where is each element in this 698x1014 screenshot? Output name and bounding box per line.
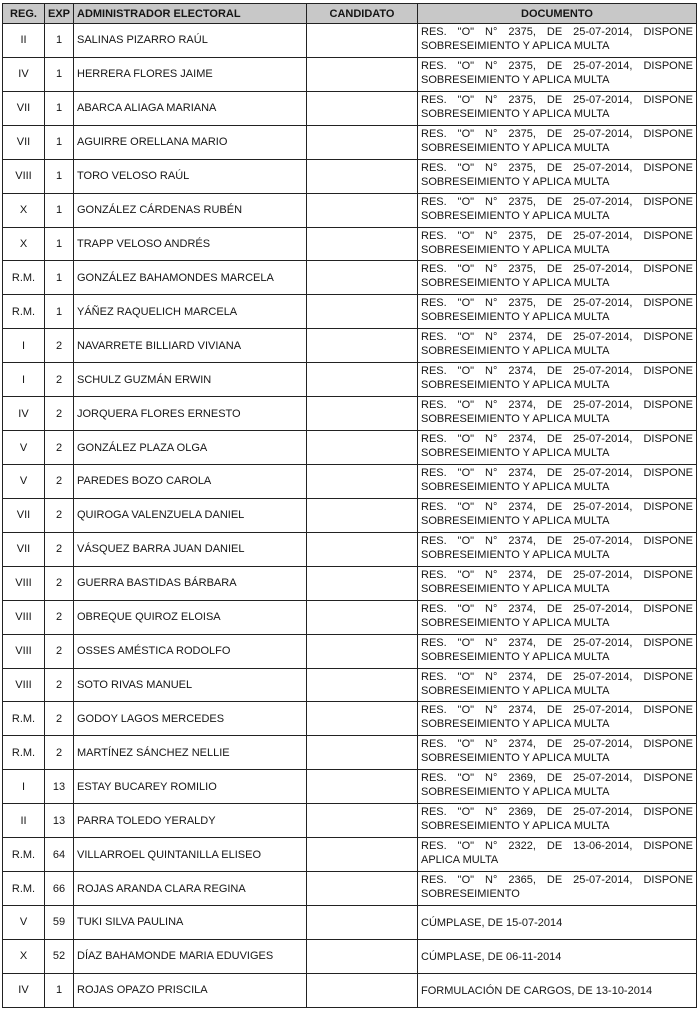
- cell-exp: 1: [45, 57, 74, 91]
- cell-candidato: [307, 532, 418, 566]
- sanctions-table: [2, 3, 697, 1008]
- documento-line-2: SOBRESEIMIENTO Y APLICA MULTA: [421, 277, 610, 290]
- cell-administrador: VILLARROEL QUINTANILLA ELISEO: [74, 838, 307, 872]
- cell-exp: 1: [45, 91, 74, 125]
- cell-exp: 2: [45, 600, 74, 634]
- documento-line-1: RES. "O" N° 2369, DE 25-07-2014, DISPONE: [421, 806, 693, 819]
- cell-candidato: [307, 431, 418, 465]
- documento-line-2: SOBRESEIMIENTO Y APLICA MULTA: [421, 175, 610, 188]
- cell-documento: [418, 227, 697, 261]
- cell-documento: [418, 57, 697, 91]
- cell-exp: 2: [45, 363, 74, 397]
- documento-line-2: SOBRESEIMIENTO Y APLICA MULTA: [421, 582, 610, 595]
- documento-line-1: RES. "O" N° 2374, DE 25-07-2014, DISPONE: [421, 433, 693, 446]
- table-row: [3, 600, 697, 634]
- cell-reg: IV: [3, 57, 45, 91]
- table-row: [3, 24, 697, 58]
- cell-documento: [418, 91, 697, 125]
- cell-documento: [418, 872, 697, 906]
- cell-administrador: TUKI SILVA PAULINA: [74, 905, 307, 939]
- cell-reg: VIII: [3, 159, 45, 193]
- cell-reg: II: [3, 24, 45, 58]
- cell-documento: [418, 668, 697, 702]
- table-row: [3, 227, 697, 261]
- table-body: [3, 24, 697, 1008]
- cell-reg: R.M.: [3, 702, 45, 736]
- cell-exp: 1: [45, 159, 74, 193]
- documento-line-2: SOBRESEIMIENTO Y APLICA MULTA: [421, 73, 610, 86]
- cell-exp: 59: [45, 905, 74, 939]
- documento-text: CÚMPLASE, DE 15-07-2014: [421, 916, 563, 929]
- cell-documento: [418, 329, 697, 363]
- documento-line-2: SOBRESEIMIENTO Y APLICA MULTA: [421, 141, 610, 154]
- documento-line-1: RES. "O" N° 2375, DE 25-07-2014, DISPONE: [421, 26, 693, 38]
- header-row: [3, 4, 697, 24]
- cell-candidato: [307, 736, 418, 770]
- table-row: [3, 125, 697, 159]
- table-row: [3, 566, 697, 600]
- cell-documento: [418, 532, 697, 566]
- documento-line-1: RES. "O" N° 2375, DE 25-07-2014, DISPONE: [421, 93, 693, 106]
- cell-reg: VIII: [3, 566, 45, 600]
- cell-candidato: [307, 295, 418, 329]
- cell-candidato: [307, 872, 418, 906]
- cell-reg: VII: [3, 498, 45, 532]
- cell-candidato: [307, 668, 418, 702]
- table-row: [3, 770, 697, 804]
- cell-candidato: [307, 702, 418, 736]
- cell-exp: 2: [45, 498, 74, 532]
- documento-line-1: RES. "O" N° 2374, DE 25-07-2014, DISPONE: [421, 568, 693, 581]
- table-row: [3, 905, 697, 939]
- cell-exp: 2: [45, 431, 74, 465]
- cell-administrador: SCHULZ GUZMÁN ERWIN: [74, 363, 307, 397]
- documento-line-1: RES. "O" N° 2375, DE 25-07-2014, DISPONE: [421, 297, 693, 310]
- cell-reg: R.M.: [3, 736, 45, 770]
- table-row: [3, 91, 697, 125]
- cell-candidato: [307, 634, 418, 668]
- cell-administrador: GONZÁLEZ BAHAMONDES MARCELA: [74, 261, 307, 295]
- documento-line-1: RES. "O" N° 2375, DE 25-07-2014, DISPONE: [421, 195, 693, 208]
- table-row: [3, 736, 697, 770]
- cell-administrador: YÁÑEZ RAQUELICH MARCELA: [74, 295, 307, 329]
- cell-reg: VII: [3, 91, 45, 125]
- documento-line-1: RES. "O" N° 2369, DE 25-07-2014, DISPONE: [421, 772, 693, 785]
- cell-candidato: [307, 498, 418, 532]
- table-row: [3, 261, 697, 295]
- documento-line-2: SOBRESEIMIENTO Y APLICA MULTA: [421, 447, 610, 460]
- cell-documento: [418, 464, 697, 498]
- documento-line-2: SOBRESEIMIENTO Y APLICA MULTA: [421, 209, 610, 222]
- cell-exp: 2: [45, 702, 74, 736]
- table-row: [3, 498, 697, 532]
- cell-documento: [418, 804, 697, 838]
- table-row: [3, 668, 697, 702]
- cell-reg: R.M.: [3, 838, 45, 872]
- documento-line-2: SOBRESEIMIENTO Y APLICA MULTA: [421, 311, 610, 324]
- documento-text: CÚMPLASE, DE 06-11-2014: [421, 950, 562, 963]
- cell-documento: [418, 566, 697, 600]
- cell-reg: I: [3, 329, 45, 363]
- documento-line-1: RES. "O" N° 2374, DE 25-07-2014, DISPONE: [421, 738, 693, 751]
- table-row: [3, 702, 697, 736]
- cell-candidato: [307, 838, 418, 872]
- cell-reg: R.M.: [3, 261, 45, 295]
- documento-line-2: SOBRESEIMIENTO Y APLICA MULTA: [421, 413, 610, 426]
- cell-administrador: NAVARRETE BILLIARD VIVIANA: [74, 329, 307, 363]
- header-administrador: ADMINISTRADOR ELECTORAL: [74, 4, 307, 24]
- table-row: [3, 532, 697, 566]
- cell-exp: 2: [45, 397, 74, 431]
- header-exp: EXP: [45, 4, 74, 24]
- table-row: [3, 397, 697, 431]
- cell-candidato: [307, 125, 418, 159]
- documento-line-1: RES. "O" N° 2375, DE 25-07-2014, DISPONE: [421, 161, 693, 174]
- cell-reg: VIII: [3, 668, 45, 702]
- cell-reg: VIII: [3, 600, 45, 634]
- cell-candidato: [307, 159, 418, 193]
- documento-line-1: RES. "O" N° 2374, DE 25-07-2014, DISPONE: [421, 704, 693, 717]
- cell-exp: 2: [45, 634, 74, 668]
- documento-line-2: SOBRESEIMIENTO Y APLICA MULTA: [421, 514, 610, 527]
- cell-administrador: DÍAZ BAHAMONDE MARIA EDUVIGES: [74, 939, 307, 973]
- cell-documento: [418, 397, 697, 431]
- cell-administrador: GONZÁLEZ PLAZA OLGA: [74, 431, 307, 465]
- cell-documento: [418, 431, 697, 465]
- cell-exp: 1: [45, 973, 74, 1007]
- table-row: [3, 295, 697, 329]
- documento-line-2: SOBRESEIMIENTO Y APLICA MULTA: [421, 40, 610, 52]
- cell-reg: V: [3, 431, 45, 465]
- documento-text: FORMULACIÓN DE CARGOS, DE 13-10-2014: [421, 984, 653, 997]
- cell-candidato: [307, 227, 418, 261]
- table-row: [3, 464, 697, 498]
- cell-reg: R.M.: [3, 872, 45, 906]
- header-documento: DOCUMENTO: [418, 4, 697, 24]
- documento-line-2: SOBRESEIMIENTO Y APLICA MULTA: [421, 616, 610, 629]
- table-row: [3, 872, 697, 906]
- cell-candidato: [307, 973, 418, 1007]
- cell-administrador: ROJAS ARANDA CLARA REGINA: [74, 872, 307, 906]
- cell-exp: 2: [45, 736, 74, 770]
- cell-administrador: HERRERA FLORES JAIME: [74, 57, 307, 91]
- cell-candidato: [307, 57, 418, 91]
- cell-candidato: [307, 193, 418, 227]
- table-row: [3, 159, 697, 193]
- cell-documento: [418, 193, 697, 227]
- cell-administrador: ESTAY BUCAREY ROMILIO: [74, 770, 307, 804]
- cell-documento: [418, 939, 697, 973]
- cell-candidato: [307, 566, 418, 600]
- table-row: [3, 804, 697, 838]
- cell-reg: V: [3, 464, 45, 498]
- cell-documento: [418, 702, 697, 736]
- table-row: [3, 634, 697, 668]
- cell-exp: 1: [45, 295, 74, 329]
- documento-line-2: SOBRESEIMIENTO: [421, 888, 520, 901]
- documento-line-2: SOBRESEIMIENTO Y APLICA MULTA: [421, 243, 610, 256]
- documento-line-2: SOBRESEIMIENTO Y APLICA MULTA: [421, 820, 610, 833]
- cell-administrador: OSSES AMÉSTICA RODOLFO: [74, 634, 307, 668]
- cell-reg: X: [3, 193, 45, 227]
- cell-reg: X: [3, 939, 45, 973]
- documento-line-2: SOBRESEIMIENTO Y APLICA MULTA: [421, 650, 610, 663]
- cell-exp: 52: [45, 939, 74, 973]
- table-row: [3, 973, 697, 1007]
- table-row: [3, 838, 697, 872]
- cell-candidato: [307, 397, 418, 431]
- documento-line-2: SOBRESEIMIENTO Y APLICA MULTA: [421, 786, 610, 799]
- cell-documento: [418, 498, 697, 532]
- cell-exp: 1: [45, 193, 74, 227]
- table-row: [3, 193, 697, 227]
- cell-reg: IV: [3, 973, 45, 1007]
- cell-administrador: PAREDES BOZO CAROLA: [74, 464, 307, 498]
- cell-administrador: JORQUERA FLORES ERNESTO: [74, 397, 307, 431]
- cell-documento: [418, 973, 697, 1007]
- table-row: [3, 57, 697, 91]
- header-candidato: CANDIDATO: [307, 4, 418, 24]
- cell-administrador: GODOY LAGOS MERCEDES: [74, 702, 307, 736]
- table-row: [3, 329, 697, 363]
- cell-candidato: [307, 329, 418, 363]
- cell-candidato: [307, 804, 418, 838]
- documento-line-1: RES. "O" N° 2374, DE 25-07-2014, DISPONE: [421, 670, 693, 683]
- documento-line-1: RES. "O" N° 2322, DE 13-06-2014, DISPONE: [421, 840, 693, 853]
- cell-documento: [418, 838, 697, 872]
- cell-exp: 2: [45, 464, 74, 498]
- documento-line-1: RES. "O" N° 2374, DE 25-07-2014, DISPONE: [421, 602, 693, 615]
- cell-administrador: OBREQUE QUIROZ ELOISA: [74, 600, 307, 634]
- cell-reg: VII: [3, 532, 45, 566]
- cell-administrador: TRAPP VELOSO ANDRÉS: [74, 227, 307, 261]
- documento-line-1: RES. "O" N° 2375, DE 25-07-2014, DISPONE: [421, 127, 693, 140]
- cell-candidato: [307, 24, 418, 58]
- cell-administrador: SALINAS PIZARRO RAÚL: [74, 24, 307, 58]
- documento-line-1: RES. "O" N° 2374, DE 25-07-2014, DISPONE: [421, 399, 693, 412]
- cell-reg: VIII: [3, 634, 45, 668]
- documento-line-1: RES. "O" N° 2374, DE 25-07-2014, DISPONE: [421, 331, 693, 344]
- cell-candidato: [307, 770, 418, 804]
- cell-documento: [418, 634, 697, 668]
- cell-exp: 64: [45, 838, 74, 872]
- cell-exp: 1: [45, 227, 74, 261]
- cell-reg: I: [3, 770, 45, 804]
- cell-exp: 1: [45, 24, 74, 58]
- documento-line-1: RES. "O" N° 2375, DE 25-07-2014, DISPONE: [421, 59, 693, 72]
- documento-line-2: SOBRESEIMIENTO Y APLICA MULTA: [421, 752, 610, 765]
- cell-candidato: [307, 905, 418, 939]
- table-row: [3, 431, 697, 465]
- documento-line-1: RES. "O" N° 2375, DE 25-07-2014, DISPONE: [421, 229, 693, 242]
- cell-reg: X: [3, 227, 45, 261]
- cell-administrador: TORO VELOSO RAÚL: [74, 159, 307, 193]
- cell-candidato: [307, 600, 418, 634]
- cell-administrador: MARTÍNEZ SÁNCHEZ NELLIE: [74, 736, 307, 770]
- documento-line-2: SOBRESEIMIENTO Y APLICA MULTA: [421, 379, 610, 392]
- cell-administrador: AGUIRRE ORELLANA MARIO: [74, 125, 307, 159]
- cell-administrador: GONZÁLEZ CÁRDENAS RUBÉN: [74, 193, 307, 227]
- documento-line-1: RES. "O" N° 2374, DE 25-07-2014, DISPONE: [421, 466, 693, 479]
- cell-exp: 2: [45, 329, 74, 363]
- documento-line-2: SOBRESEIMIENTO Y APLICA MULTA: [421, 345, 610, 358]
- cell-reg: II: [3, 804, 45, 838]
- cell-exp: 66: [45, 872, 74, 906]
- table-row: [3, 363, 697, 397]
- cell-administrador: QUIROGA VALENZUELA DANIEL: [74, 498, 307, 532]
- cell-administrador: VÁSQUEZ BARRA JUAN DANIEL: [74, 532, 307, 566]
- cell-documento: [418, 159, 697, 193]
- cell-documento: [418, 125, 697, 159]
- cell-exp: 2: [45, 566, 74, 600]
- cell-reg: IV: [3, 397, 45, 431]
- cell-documento: [418, 363, 697, 397]
- cell-administrador: PARRA TOLEDO YERALDY: [74, 804, 307, 838]
- cell-candidato: [307, 939, 418, 973]
- cell-candidato: [307, 261, 418, 295]
- cell-candidato: [307, 91, 418, 125]
- cell-documento: [418, 295, 697, 329]
- documento-line-2: SOBRESEIMIENTO Y APLICA MULTA: [421, 480, 610, 493]
- cell-candidato: [307, 363, 418, 397]
- cell-documento: [418, 24, 697, 58]
- cell-administrador: GUERRA BASTIDAS BÁRBARA: [74, 566, 307, 600]
- cell-exp: 2: [45, 532, 74, 566]
- cell-exp: 1: [45, 125, 74, 159]
- documento-line-1: RES. "O" N° 2365, DE 25-07-2014, DISPONE: [421, 874, 693, 887]
- cell-administrador: ABARCA ALIAGA MARIANA: [74, 91, 307, 125]
- documento-line-1: RES. "O" N° 2374, DE 25-07-2014, DISPONE: [421, 500, 693, 513]
- cell-reg: I: [3, 363, 45, 397]
- documento-line-2: APLICA MULTA: [421, 854, 499, 867]
- documento-line-2: SOBRESEIMIENTO Y APLICA MULTA: [421, 107, 610, 120]
- cell-documento: [418, 770, 697, 804]
- documento-line-1: RES. "O" N° 2374, DE 25-07-2014, DISPONE: [421, 534, 693, 547]
- documento-line-1: RES. "O" N° 2374, DE 25-07-2014, DISPONE: [421, 365, 693, 378]
- cell-documento: [418, 736, 697, 770]
- documento-line-1: RES. "O" N° 2375, DE 25-07-2014, DISPONE: [421, 263, 693, 276]
- documento-line-2: SOBRESEIMIENTO Y APLICA MULTA: [421, 684, 610, 697]
- cell-exp: 13: [45, 770, 74, 804]
- cell-documento: [418, 600, 697, 634]
- cell-exp: 13: [45, 804, 74, 838]
- documento-line-1: RES. "O" N° 2374, DE 25-07-2014, DISPONE: [421, 636, 693, 649]
- cell-exp: 1: [45, 261, 74, 295]
- cell-administrador: ROJAS OPAZO PRISCILA: [74, 973, 307, 1007]
- table-row: [3, 939, 697, 973]
- cell-documento: [418, 261, 697, 295]
- cell-reg: R.M.: [3, 295, 45, 329]
- documento-line-2: SOBRESEIMIENTO Y APLICA MULTA: [421, 718, 610, 731]
- header-reg: REG.: [3, 4, 45, 24]
- cell-administrador: SOTO RIVAS MANUEL: [74, 668, 307, 702]
- cell-documento: [418, 905, 697, 939]
- cell-reg: V: [3, 905, 45, 939]
- cell-exp: 2: [45, 668, 74, 702]
- documento-line-2: SOBRESEIMIENTO Y APLICA MULTA: [421, 548, 610, 561]
- cell-candidato: [307, 464, 418, 498]
- cell-reg: VII: [3, 125, 45, 159]
